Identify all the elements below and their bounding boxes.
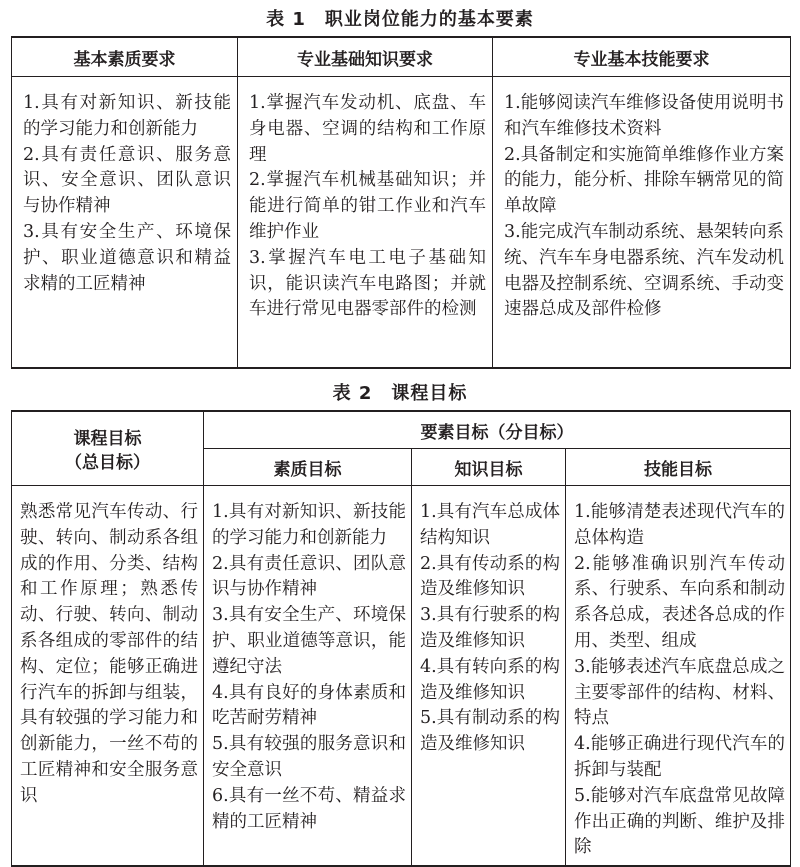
table2-k-item-2: 2.具有传动系的构造及维修知识 bbox=[420, 553, 560, 600]
table2-s-item-1: 1.能够清楚表述现代汽车的总体构造 bbox=[574, 502, 786, 548]
table2-overall-text: 熟悉常见汽车传动、行驶、转向、制动系各组成的作用、分类、结构和工作原理；熟悉传动、行驶、转向、制动系各组成的零部件的结构、定位；能够正确进行汽车的拆卸与组装，具有较强的学习能力和创新能力，一丝不苟的工匠精神和安全服务意识 bbox=[20, 502, 198, 806]
table1-cell-professional-skill bbox=[493, 77, 791, 369]
table2-k-item-3: 3.具有行驶系的构造及维修知识 bbox=[420, 605, 560, 651]
table2-cell-skill-goal bbox=[566, 486, 791, 867]
table2-q-item-1: 1.具有对新知识、新技能的学习能力和创新能力 bbox=[212, 502, 406, 548]
table2-k-item-4: 4.具有转向系的构造及维修知识 bbox=[420, 656, 560, 703]
table2-header-element-goals: 要素目标（分目标） bbox=[204, 411, 791, 449]
table1-header-basic-quality: 基本素质要求 bbox=[12, 37, 238, 77]
table1-caption: 表 1 职业岗位能力的基本要素 bbox=[266, 9, 534, 30]
table1-c2-item-3: 3.掌握汽车电工电子基础知识，能识读汽车电路图；并就车进行常见电器零部件的检测 bbox=[249, 247, 486, 320]
table1-c3-item-3: 3.能完成汽车制动系统、悬架转向系统、汽车车身电器系统、汽车发动机电器及控制系统、空调系统、手动变速器总成及部件检修 bbox=[504, 221, 784, 320]
table2-q-item-3: 3.具有安全生产、环境保护、职业道德等意识，能遵纪守法 bbox=[212, 605, 406, 677]
table1-header-professional-knowledge: 专业基础知识要求 bbox=[238, 37, 493, 77]
table2-header-overall-title: 课程目标 bbox=[73, 428, 142, 449]
table2-q-item-5: 5.具有较强的服务意识和安全意识 bbox=[212, 734, 406, 780]
table2-k-item-5: 5.具有制动系的构造及维修知识 bbox=[420, 708, 560, 755]
table2-s-item-3: 3.能够表述汽车底盘总成之主要零部件的结构、材料、特点 bbox=[574, 656, 786, 729]
table2-s-item-2: 2.能够准确识别汽车传动系、行驶系、车向系和制动系各总成，表述各总成的作用、类型、组成 bbox=[574, 553, 786, 651]
table2-header-overall-goal bbox=[12, 411, 204, 486]
table2-cell-overall-goal bbox=[12, 486, 204, 867]
table2-q-item-4: 4.具有良好的身体素质和吃苦耐劳精神 bbox=[212, 682, 406, 729]
table2-header-skill-goal: 技能目标 bbox=[566, 449, 791, 486]
table1-c1-item-2: 2.具有责任意识、服务意识、安全意识、团队意识与协作精神 bbox=[23, 144, 231, 217]
table1-body-row bbox=[12, 77, 791, 369]
table1-c3-item-1: 1.能够阅读汽车维修设备使用说明书和汽车维修技术资料 bbox=[504, 93, 784, 139]
table2-cell-quality-goal bbox=[204, 486, 412, 867]
table1-c1-item-1: 1.具有对新知识、新技能的学习能力和创新能力 bbox=[23, 93, 231, 139]
table2-header-knowledge-goal: 知识目标 bbox=[412, 449, 566, 486]
table2 bbox=[11, 410, 791, 867]
table1-cell-professional-knowledge bbox=[238, 77, 493, 369]
table2-k-item-1: 1.具有汽车总成体结构知识 bbox=[420, 502, 560, 548]
table2-q-item-2: 2.具有责任意识、团队意识与协作精神 bbox=[212, 553, 406, 600]
table2-caption: 表 2 课程目标 bbox=[332, 383, 468, 404]
table1-c2-item-1: 1.掌握汽车发动机、底盘、车身电器、空调的结构和工作原理 bbox=[249, 93, 486, 165]
table1-header-row bbox=[12, 37, 791, 77]
table2-cell-knowledge-goal bbox=[412, 486, 566, 867]
table2-header-row-1 bbox=[12, 411, 791, 449]
table2-header-quality-goal: 素质目标 bbox=[204, 449, 412, 486]
table2-s-item-4: 4.能够正确进行现代汽车的拆卸与装配 bbox=[574, 734, 786, 780]
table2-q-item-6: 6.具有一丝不苟、精益求精的工匠精神 bbox=[212, 785, 406, 832]
table2-s-item-5: 5.能够对汽车底盘常见故障作出正确的判断、维护及排除 bbox=[574, 785, 786, 858]
table1-cell-basic-quality bbox=[12, 77, 238, 369]
table1-header-professional-skill: 专业基本技能要求 bbox=[493, 37, 791, 77]
table1-c1-item-3: 3.具有安全生产、环境保护、职业道德意识和精益求精的工匠精神 bbox=[23, 221, 231, 294]
table1 bbox=[11, 36, 791, 369]
table2-body-row bbox=[12, 486, 791, 867]
table2-header-overall-subtitle: （总目标） bbox=[65, 452, 150, 473]
table1-c2-item-2: 2.掌握汽车机械基础知识；并能进行简单的钳工作业和汽车维护作业 bbox=[249, 170, 486, 242]
table1-c3-item-2: 2.具备制定和实施简单维修作业方案的能力，能分析、排除车辆常见的简单故障 bbox=[504, 144, 784, 217]
